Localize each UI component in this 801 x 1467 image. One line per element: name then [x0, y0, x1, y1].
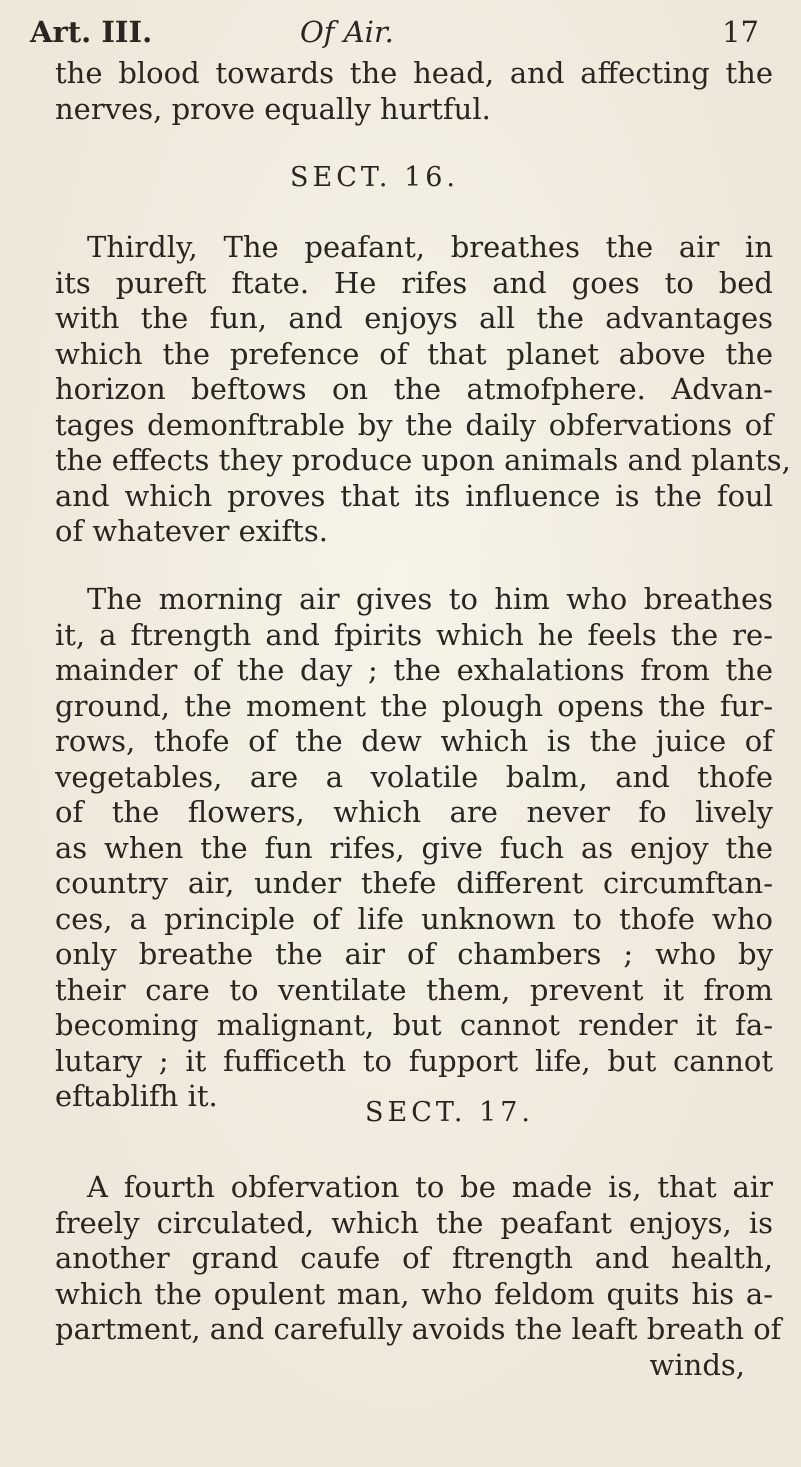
- text-line: lutary ; it fufficeth to fupport life, but cannot: [55, 1043, 773, 1078]
- section-16-paragraph-1: [55, 230, 791, 550]
- text-line: only breathe the air of chambers ; who by: [55, 937, 773, 971]
- text-line: which the opulent man, who feldom quits his a-: [55, 1276, 773, 1311]
- running-head: [30, 14, 771, 50]
- text-line: Thirdly, The peafant, breathes the air in: [87, 230, 773, 264]
- text-line: with the fun, and enjoys all the advantages: [55, 301, 773, 335]
- text-line: of whatever exifts.: [55, 514, 328, 548]
- text-line: nerves, prove equally hurtful.: [55, 91, 491, 126]
- text-line: tages demonftrable by the daily obfervations of: [55, 407, 773, 442]
- text-line: which the prefence of that planet above the: [55, 336, 773, 371]
- text-line: horizon beftows on the atmofphere. Advan-: [55, 372, 773, 406]
- text-line: partment, and carefully avoids the leaft breath of: [55, 1312, 782, 1346]
- text-line: their care to ventilate them, prevent it from: [55, 972, 773, 1007]
- text-line: of the flowers, which are never fo lively: [55, 795, 773, 829]
- text-line: freely circulated, which the peafant enjoys, is: [55, 1205, 773, 1240]
- text-line: the effects they produce upon animals and plants,: [55, 443, 791, 477]
- text-line: country air, under thefe different circumftan-: [55, 866, 773, 900]
- section-heading-16: SECT. 16.: [290, 162, 460, 193]
- section-heading-17: SECT. 17.: [365, 1097, 535, 1128]
- article-label: Art. III.: [30, 15, 153, 49]
- running-title: Of Air.: [300, 15, 394, 49]
- text-line: mainder of the day ; the exhalations from the: [55, 653, 773, 687]
- text-line: becoming malignant, but cannot render it fa-: [55, 1008, 773, 1042]
- text-line: it, a ftrength and fpirits which he feels the re-: [55, 617, 773, 652]
- section-16-paragraph-2: [55, 582, 773, 1115]
- text-line: A fourth obfervation to be made is, that air: [87, 1170, 773, 1204]
- text-line: eftablifh it.: [55, 1079, 218, 1113]
- text-line: and which proves that its influence is the foul: [55, 478, 773, 513]
- text-line: rows, thofe of the dew which is the juice of: [55, 724, 773, 758]
- text-line: another grand caufe of ftrength and health,: [55, 1241, 773, 1275]
- continuation-paragraph: [55, 56, 773, 127]
- catchword: winds,: [649, 1348, 745, 1382]
- text-line: ces, a principle of life unknown to thofe who: [55, 901, 773, 936]
- text-line: The morning air gives to him who breathes: [87, 582, 773, 616]
- text-line: ground, the moment the plough opens the fur-: [55, 688, 773, 723]
- text-line: its pureft ftate. He rifes and goes to bed: [55, 265, 773, 300]
- page-number: 17: [722, 15, 759, 49]
- text-line: as when the fun rifes, give fuch as enjoy the: [55, 830, 773, 865]
- text-line: vegetables, are a volatile balm, and thofe: [55, 759, 773, 794]
- section-17-paragraph-1: [55, 1170, 782, 1348]
- text-line: the blood towards the head, and affecting the: [55, 56, 773, 90]
